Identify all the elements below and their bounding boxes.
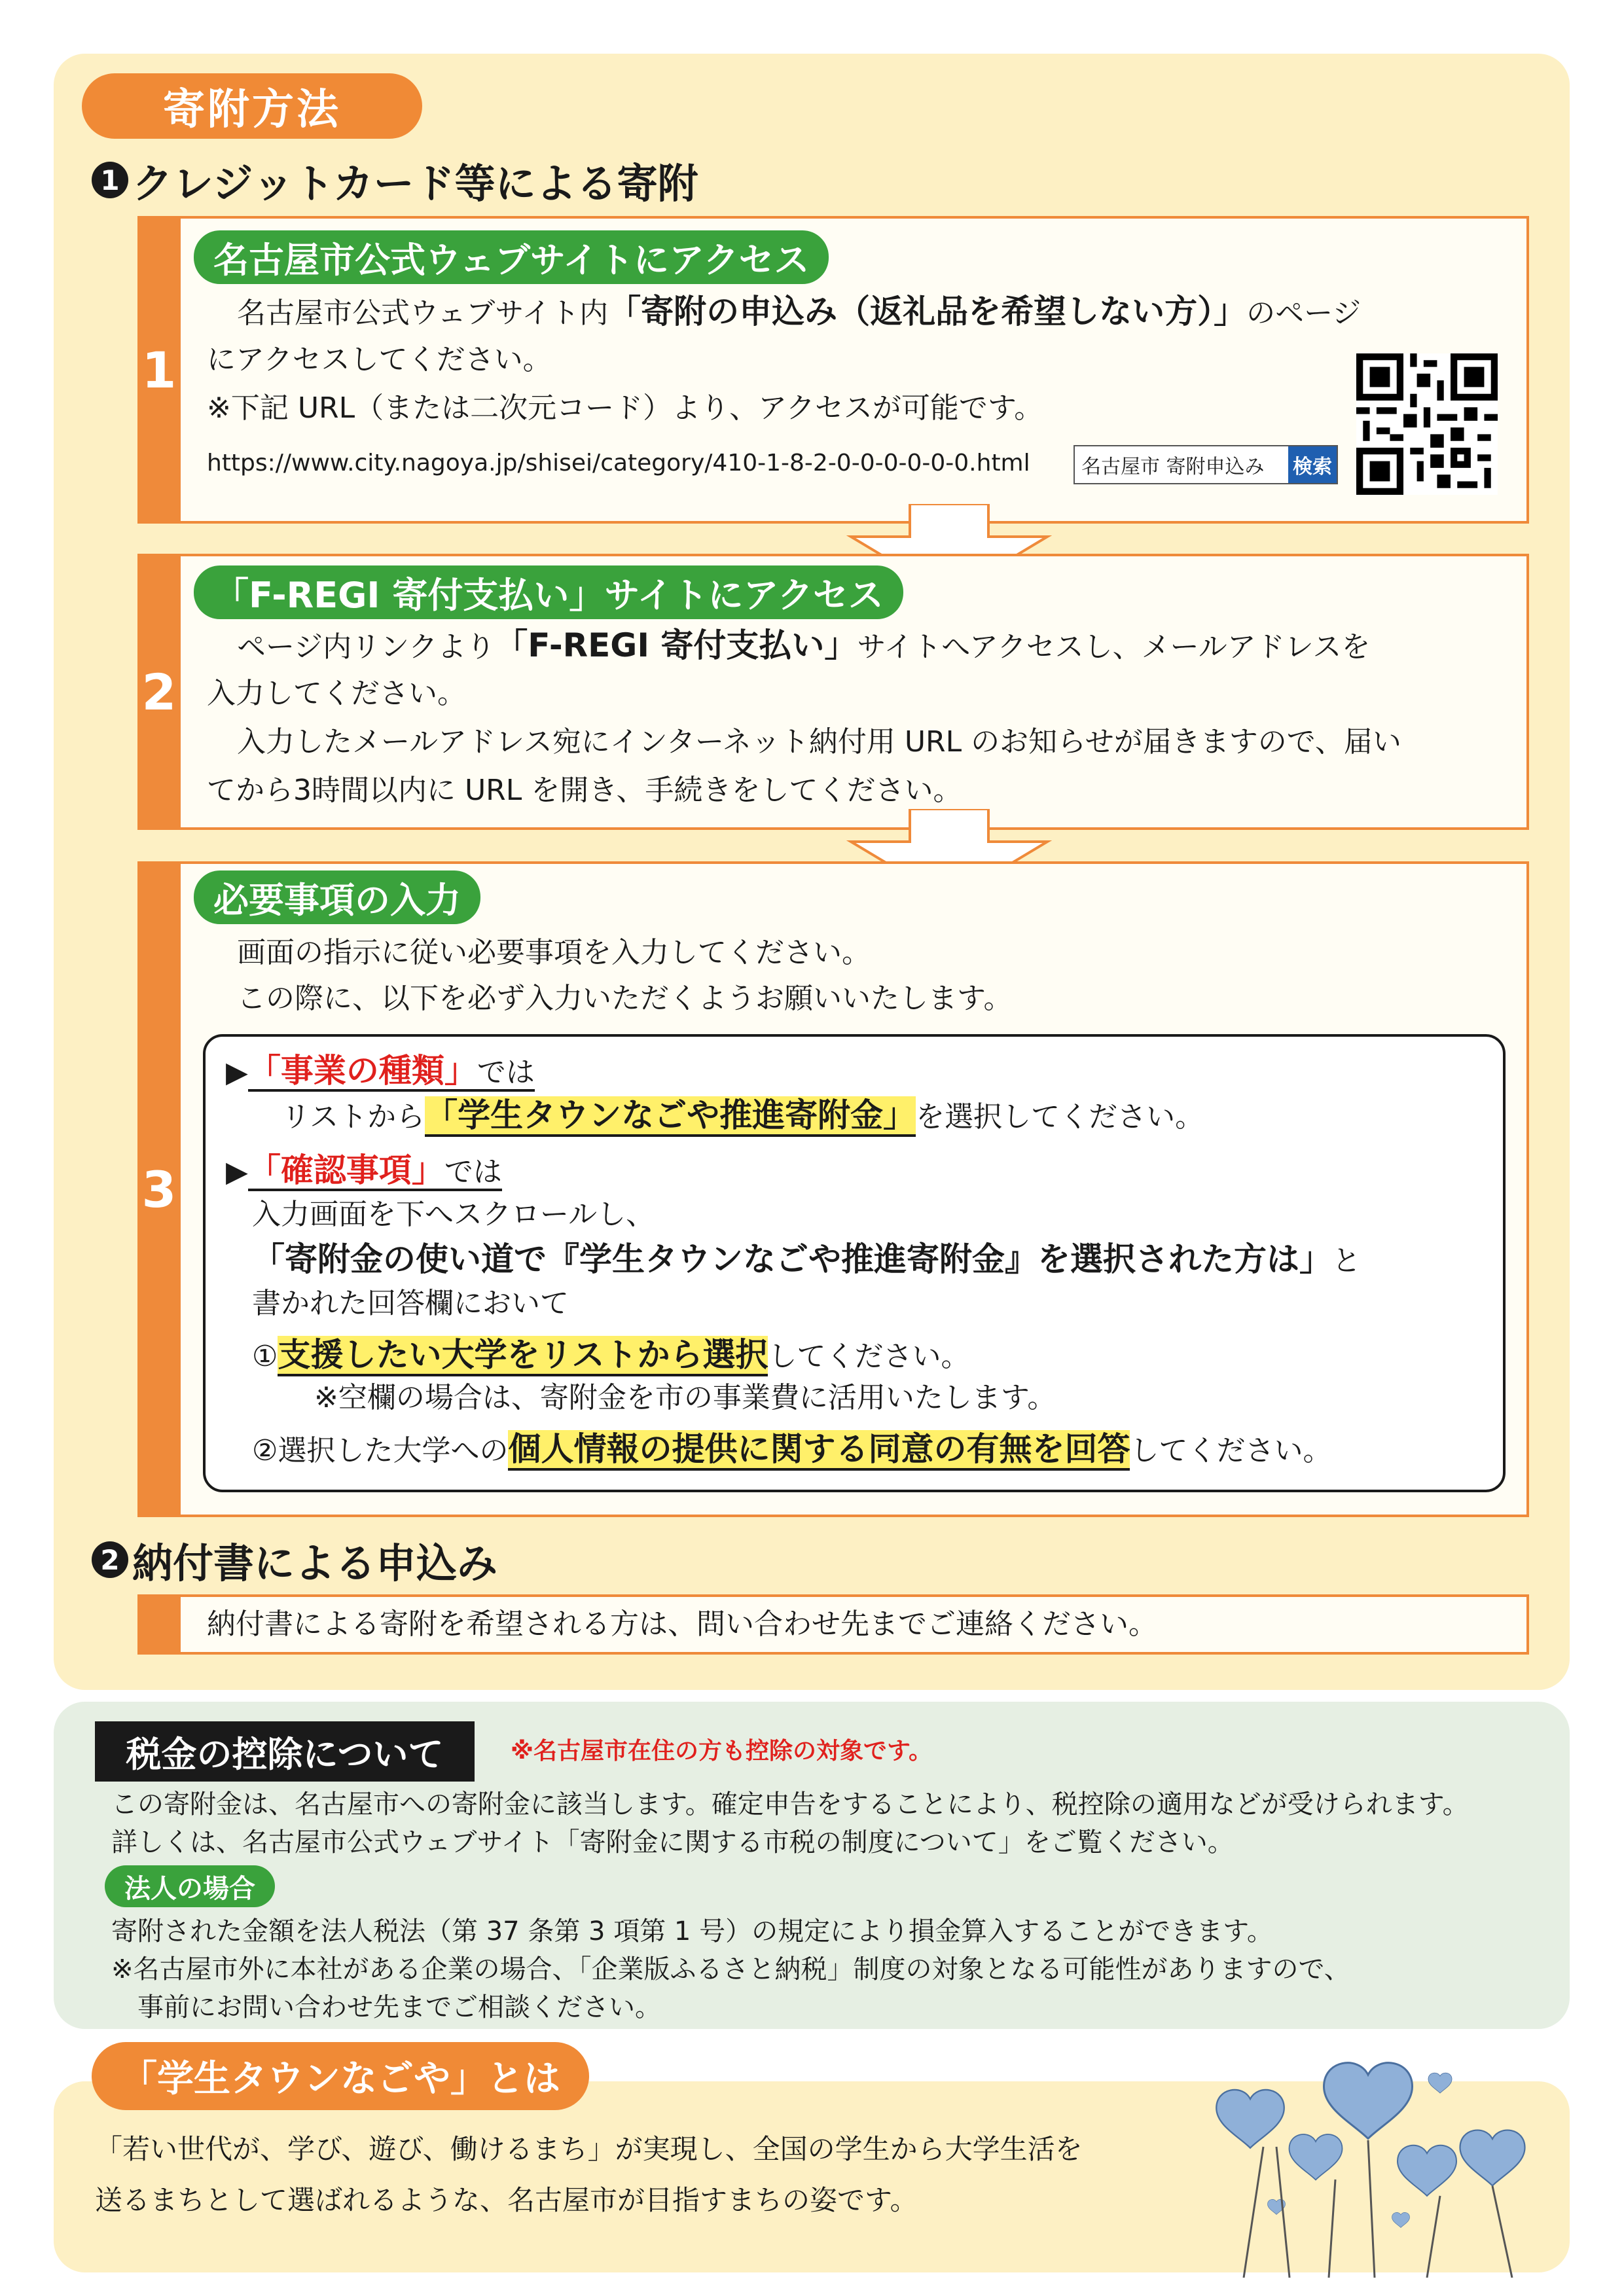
step3-title: 必要事項の入力 <box>194 870 480 924</box>
tax-note: ※名古屋市在住の方も控除の対象です。 <box>511 1738 933 1765</box>
search-query-text: 名古屋市 寄附申込み <box>1081 456 1265 478</box>
sub-item2: ②選択した大学への個人情報の提供に関する同意の有無を回答してください。 <box>252 1426 1331 1475</box>
corp-line3: 事前にお問い合わせ先までご相談ください。 <box>137 1992 661 2022</box>
item2-heading: ▶「確認事項」では <box>226 1147 502 1196</box>
circled-one-icon: 1 <box>92 162 128 198</box>
tax-line1: この寄附金は、名古屋市への寄附金に該当します。確定申告をすることにより、税控除の適用などが受けられます。 <box>111 1789 1469 1820</box>
step2-line4: てから3時間以内に URL を開き、手続きをしてください。 <box>207 774 962 807</box>
step2-line1: ページ内リンクより「F-REGI 寄付支払い」サイトへアクセスし、メールアドレスを <box>237 626 1371 664</box>
method2-heading-text: 納付書による申込み <box>132 1539 498 1587</box>
step2-number: 2 <box>137 554 181 830</box>
step2-line2: 入力してください。 <box>207 677 466 710</box>
search-box[interactable] <box>1074 445 1338 484</box>
tax-line2: 詳しくは、名古屋市公式ウェブサイト「寄附金に関する市税の制度について」をご覧ください。 <box>111 1827 1234 1857</box>
page-title: 寄附方法 <box>82 73 422 139</box>
step1-title: 名古屋市公式ウェブサイトにアクセス <box>194 230 829 284</box>
search-button[interactable]: 検索 <box>1288 446 1337 483</box>
step2-title: 「F-REGI 寄付支払い」サイトにアクセス <box>194 565 903 619</box>
method1-heading-text: クレジットカード等による寄附 <box>132 159 698 207</box>
step1-line2: にアクセスしてください。 <box>207 343 552 376</box>
hearts-illustration <box>1204 2042 1545 2278</box>
qr-code <box>1356 353 1498 495</box>
tax-title: 税金の控除について <box>95 1721 475 1782</box>
sub-item1: ①支援したい大学をリストから選択してください。 <box>252 1331 969 1380</box>
step1-line3: ※下記 URL（または二次元コード）より、アクセスが可能です。 <box>207 391 1043 425</box>
method2-heading <box>92 1530 497 1589</box>
item1-detail: リストから「学生タウンなごや推進寄附金」を選択してください。 <box>281 1092 1204 1141</box>
item2-line2: 入力画面を下へスクロールし、 <box>252 1198 655 1231</box>
item2-line3: 「寄附金の使い道で『学生タウンなごや推進寄附金』を選択された方は」と <box>252 1240 1361 1278</box>
item2-line4: 書かれた回答欄において <box>252 1287 569 1320</box>
step1-number: 1 <box>137 216 181 524</box>
method1-heading <box>92 151 698 209</box>
step1-url[interactable]: https://www.city.nagoya.jp/shisei/category/410-1-8-2-0-0-0-0-0-0.html <box>207 450 1030 476</box>
method2-text: 納付書による寄附を希望される方は、問い合わせ先までご連絡ください。 <box>207 1607 1157 1641</box>
item1-heading: ▶「事業の種類」では <box>226 1047 535 1096</box>
corp-line1: 寄附された金額を法人税法（第 37 条第 3 項第 1 号）の規定により損金算入することができます。 <box>111 1916 1273 1946</box>
town-title: 「学生タウンなごや」とは <box>92 2042 589 2110</box>
corp-title: 法人の場合 <box>105 1865 275 1907</box>
town-line2: 送るまちとして選ばれるような、名古屋市が目指すまちの姿です。 <box>95 2184 918 2216</box>
step1-line1: 名古屋市公式ウェブサイト内「寄附の申込み（返礼品を希望しない方）」のページ <box>237 293 1362 331</box>
step3-line2: この際に、以下を必ず入力いただくようお願いいたします。 <box>237 982 1013 1015</box>
step2-line3: 入力したメールアドレス宛にインターネット納付用 URL のお知らせが届きますので、届い <box>237 725 1401 759</box>
step3-line1: 画面の指示に従い必要事項を入力してください。 <box>237 936 871 969</box>
circled-two-icon: 2 <box>92 1541 128 1578</box>
corp-line2: ※名古屋市外に本社がある企業の場合、「企業版ふるさと納税」制度の対象となる可能性がありますので、 <box>111 1954 1350 1984</box>
sub-item1-note: ※空欄の場合は、寄附金を市の事業費に活用いたします。 <box>314 1381 1056 1414</box>
town-line1: 「若い世代が、学び、遊び、働けるまち」が実現し、全国の学生から大学生活を <box>95 2133 1083 2165</box>
method2-bar <box>137 1594 181 1655</box>
step3-number: 3 <box>137 861 181 1517</box>
